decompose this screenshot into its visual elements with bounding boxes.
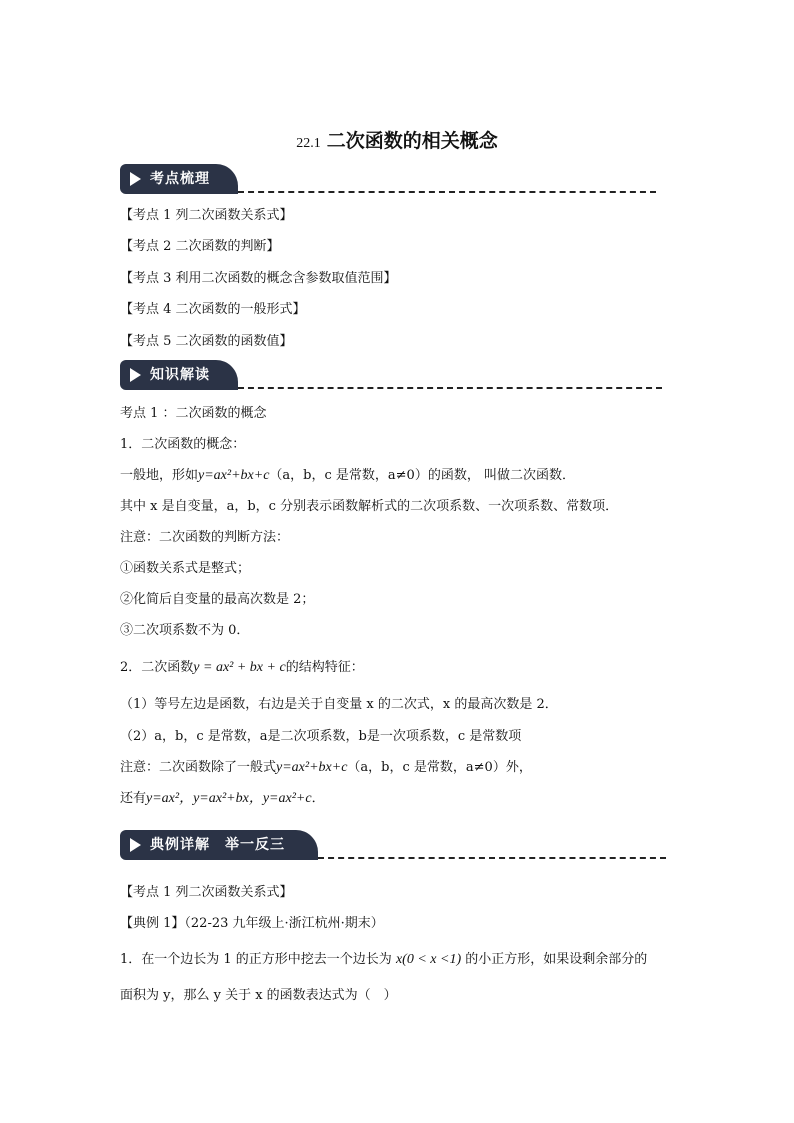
q1-pre: 1．在一个边长为 1 的正方形中挖去一个边长为 [120, 952, 396, 967]
def-post: （a，b，c 是常数，a≠0）的函数， 叫做二次函数． [269, 468, 575, 483]
knowledge-heading: 考点 1 ：二次函数的概念 [120, 406, 267, 421]
knowledge-item-1: 1．二次函数的概念： [120, 437, 246, 452]
banner-dianli-xiangjie [120, 830, 666, 860]
example-source: （22-23 九年级上·浙江杭州·期末） [184, 916, 384, 931]
feature-1: （1）等号左边是函数，右边是关于自变量 x 的二次式，x 的最高次数是 2． [120, 697, 558, 712]
kaodian-3: 【考点 3 利用二次函数的概念含参数取值范围】 [120, 271, 397, 286]
banner-label: 典例详解 举一反三 [150, 837, 285, 853]
item2-formula: y = ax² + bx + c [193, 660, 286, 675]
banner-tab [120, 164, 238, 194]
title-text: 二次函数的相关概念 [326, 130, 498, 152]
explanation-line: 其中 x 是自变量，a，b，c 分别表示函数解析式的二次项系数、一次项系数、常数项． [120, 499, 619, 514]
definition-line [120, 467, 575, 485]
banner-dashed-line [238, 191, 656, 193]
question-line-1 [120, 951, 647, 969]
example-kaodian: 【考点 1 列二次函数关系式】 [120, 885, 293, 900]
play-triangle-icon [130, 838, 141, 852]
rule-2: ②化简后自变量的最高次数是 2； [120, 592, 315, 607]
feature-2: （2）a，b，c 是常数，a是二次项系数，b是一次项系数，c 是常数项 [120, 729, 522, 744]
kaodian-1: 【考点 1 列二次函数关系式】 [120, 208, 293, 223]
page-title [0, 126, 794, 153]
kaodian-5: 【考点 5 二次函数的函数值】 [120, 334, 293, 349]
def-pre: 一般地，形如 [120, 468, 199, 483]
note-title: 注意：二次函数的判断方法： [120, 530, 290, 545]
knowledge-item-2 [120, 659, 364, 677]
note2-also-post: ． [311, 791, 325, 806]
banner-tab [120, 830, 318, 860]
banner-tab [120, 360, 238, 390]
title-number: 22.1 [296, 136, 321, 151]
note2-post: （a，b，c 是常数，a≠0）外， [347, 760, 532, 775]
q1-post: 的小正方形，如果设剩余部分的 [461, 952, 648, 967]
play-triangle-icon [130, 172, 141, 186]
item2-post: 的结构特征： [285, 660, 364, 675]
banner-label: 考点梳理 [150, 171, 210, 187]
banner-zhishi-jiedu [120, 360, 662, 390]
example-header [120, 915, 384, 933]
rule-1: ①函数关系式是整式； [120, 561, 251, 576]
note-2 [120, 759, 532, 777]
question-line-2: 面积为 y，那么 y 关于 x 的函数表达式为（ ） [120, 988, 397, 1003]
banner-label: 知识解读 [150, 367, 210, 383]
rule-3: ③二次项系数不为 0． [120, 623, 250, 638]
example-label: 【典例 1】 [120, 916, 185, 931]
note-2-also [120, 790, 325, 808]
kaodian-2: 【考点 2 二次函数的判断】 [120, 239, 280, 254]
note2-pre: 注意：二次函数除了一般式 [120, 760, 277, 775]
note2-also-formulas: y=ax²，y=ax²+bx，y=ax²+c [146, 791, 312, 806]
def-formula: y=ax²+bx+c [198, 468, 270, 483]
item2-pre: 2．二次函数 [120, 660, 194, 675]
note2-formula: y=ax²+bx+c [276, 760, 348, 775]
q1-formula: x(0 < x <1) [395, 952, 462, 967]
banner-dashed-line [238, 387, 662, 389]
note2-also-pre: 还有 [120, 791, 147, 806]
play-triangle-icon [130, 368, 141, 382]
kaodian-4: 【考点 4 二次函数的一般形式】 [120, 302, 306, 317]
banner-kaodian-shuli [120, 164, 656, 194]
banner-dashed-line [318, 857, 666, 859]
